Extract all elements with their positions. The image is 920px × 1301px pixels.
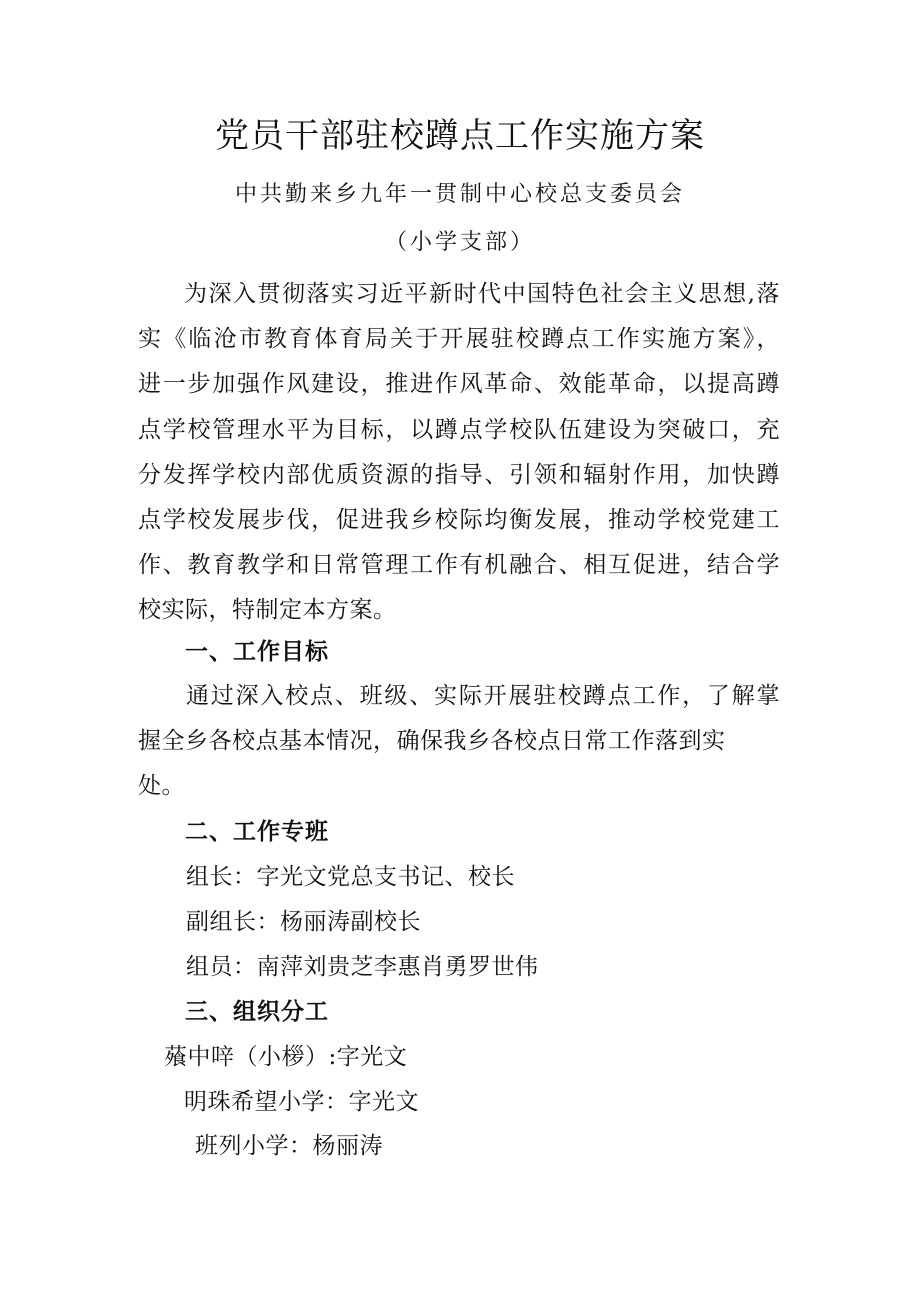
goals-line: 握全乡各校点基本情况，确保我乡各校点日常工作落到实 (138, 728, 726, 755)
division-item: 明珠希望小学：字光文 (184, 1089, 419, 1115)
division-item: 班列小学：杨丽涛 (195, 1133, 383, 1159)
goals-paragraph (138, 680, 780, 816)
intro-line: 进一步加强作风建设，推进作风革命、效能革命，以提高蹲 (138, 371, 780, 398)
intro-line: 点学校发展步伐，促进我乡校际均衡发展，推动学校党建工 (138, 506, 780, 533)
document-title: 党员干部驻校蹲点工作实施方案 (215, 116, 705, 156)
goals-line: 处。 (138, 773, 185, 800)
section-heading-team: 二、工作专班 (185, 819, 329, 845)
branch-name: （小学支部） (384, 230, 535, 255)
team-leader: 组长：字光文党总支书记、校长 (186, 864, 515, 890)
team-members: 组员：南萍刘贵芝李惠肖勇罗世伟 (186, 954, 539, 980)
section-heading-division: 三、组织分工 (185, 999, 329, 1025)
team-deputy: 副组长：杨丽涛副校长 (186, 909, 421, 935)
intro-line: 为深入贯彻落实习近平新时代中国特色社会主义思想,落 (184, 281, 780, 307)
issuing-organization: 中共勤来乡九年一贯制中心校总支委员会 (234, 182, 685, 207)
section-heading-goals: 一、工作目标 (185, 639, 329, 665)
intro-line: 点学校管理水平为目标，以蹲点学校队伍建设为突破口，充 (138, 416, 780, 443)
goals-line: 通过深入校点、班级、实际开展驻校蹲点工作，了解掌 (186, 683, 780, 709)
division-item: 蕵中㖕（小㭮）:字光文 (164, 1044, 408, 1070)
intro-line: 分发挥学校内部优质资源的指导、引领和辐射作用，加快蹲 (138, 461, 780, 488)
intro-line: 作、教育教学和日常管理工作有机融合、相互促进，结合学 (138, 552, 780, 579)
intro-line: 校实际，特制定本方案。 (138, 597, 397, 624)
intro-line: 实《临沧市教育体育局关于开展驻校蹲点工作实施方案》， (138, 326, 780, 353)
intro-paragraph (138, 278, 780, 640)
